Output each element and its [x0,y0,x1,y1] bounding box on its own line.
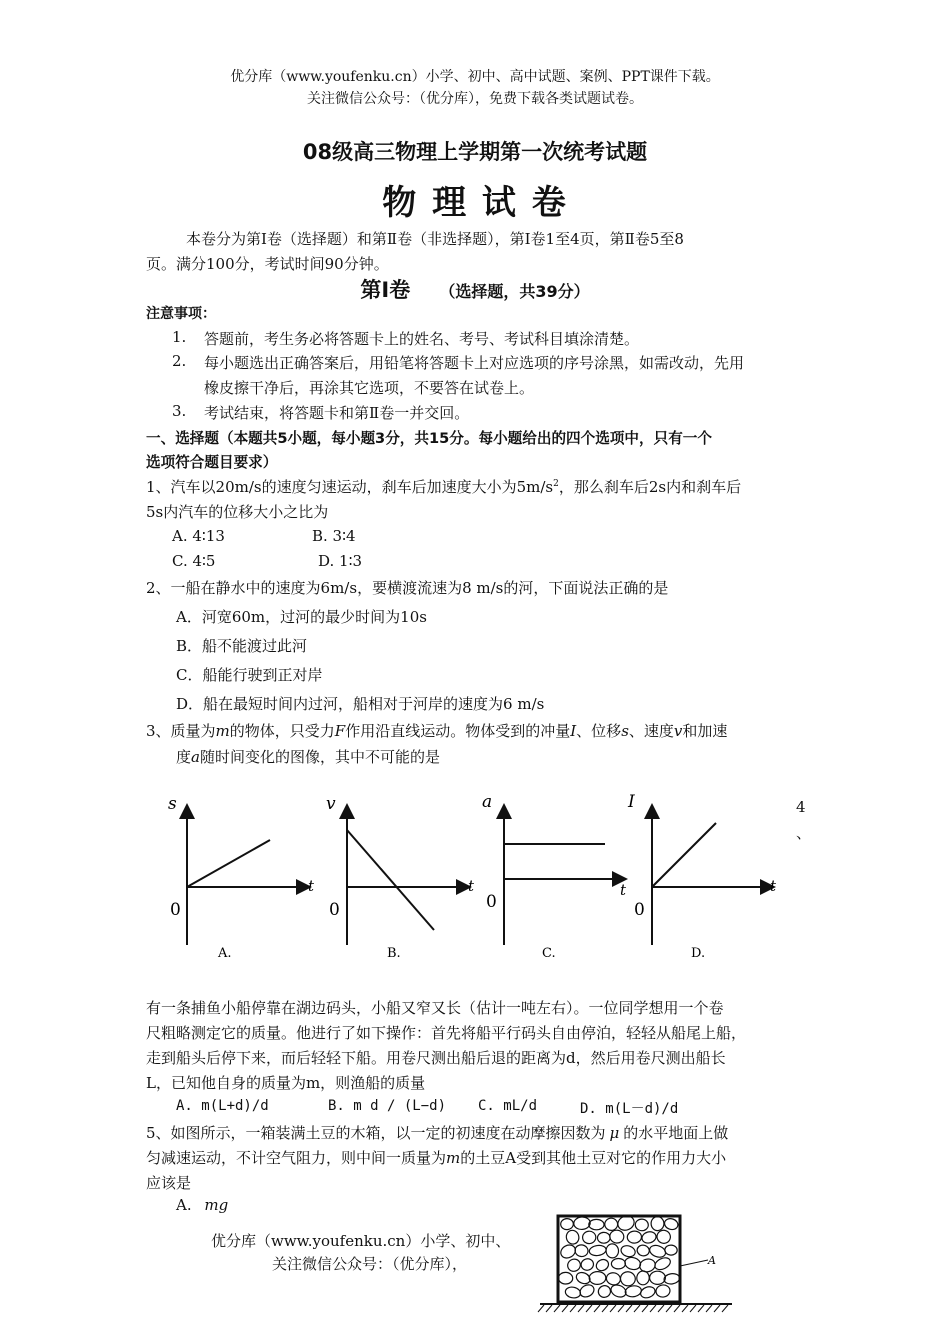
graph-b [347,807,468,945]
graph-b-ylabel: v [326,794,336,814]
graph-a-origin: 0 [170,900,181,920]
footer-line-1: 优分库（www.youfenku.cn）小学、初中、 [211,1232,511,1250]
note-2-num: 2. [172,352,187,370]
q2-stem: 2、一船在静水中的速度为6m/s，要横渡流速为8 m/s的河，下面说法正确的是 [146,579,669,597]
q4-option-c: C. mL/d [478,1098,538,1114]
q4-option-b: B. m d / (L−d) [328,1098,447,1114]
exam-title: 08级高三物理上学期第一次统考试题 [302,140,648,164]
q2-option-a: A．河宽60m，过河的最少时间为10s [176,608,427,626]
header-line-1: 优分库（www.youfenku.cn）小学、初中、高中试题、案例、PPT课件下载。 [230,69,720,85]
graph-b-line [347,830,434,930]
section1-subtitle: （选择题，共39分） [439,282,590,301]
notes-heading: 注意事项： [146,306,216,322]
intro-line-1: 本卷分为第Ⅰ卷（选择题）和第Ⅱ卷（非选择题），第Ⅰ卷1至4页，第Ⅱ卷5至8 [186,230,684,248]
section1-heading [0,274,950,304]
part1-heading-line-1: 一、选择题（本题共5小题，每小题3分，共15分。每小题给出的四个选项中，只有一个 [146,430,712,447]
q5-text: 的水平地面上做 [623,1124,729,1142]
q5-line-2 [146,1147,726,1168]
graph-a-ylabel: s [168,794,177,814]
graph-b-origin: 0 [329,900,340,920]
q5-mu: μ [609,1124,620,1142]
q5-option-a-value: mg [204,1196,229,1214]
q3-var-a: a [191,748,200,766]
q4-line-3: 走到船头后停下来，而后轻轻下船。用卷尺测出船后退的距离为d，然后用卷尺测出船长 [146,1049,726,1067]
q3-var-m: m [215,722,230,740]
paper-title: 物 理 试 卷 [382,183,568,223]
note-3-num: 3. [172,402,187,420]
part1-heading-line-2: 选项符合题目要求） [146,454,278,471]
q5-text: 的土豆A受到其他土豆对它的作用力大小 [460,1149,727,1167]
q3-var-v: v [673,722,683,740]
q3-text: 3、质量为 [146,722,216,740]
graph-a [187,807,308,945]
note-2-text: 每小题选出正确答案后，用铅笔将答题卡上对应选项的序号涂黑，如需改动，先用 [204,354,745,372]
note-3-text: 考试结束，将答题卡和第Ⅱ卷一并交回。 [204,404,470,422]
graph-c-origin: 0 [486,892,497,912]
potato-crate-figure [536,1210,736,1314]
graph-d-caption: D. [691,946,706,961]
q3-var-f: F [334,722,346,740]
q4-line-1: 有一条捕鱼小船停靠在湖边码头，小船又窄又长（估计一吨左右）。一位同学想用一个卷 [146,999,724,1017]
graph-c [504,807,624,945]
q1-option-a: A. 4∶13 [172,527,225,545]
note-1-num: 1. [172,328,187,346]
q3-graphs [150,785,790,970]
q5-text: 匀减速运动，不计空气阻力，则中间一质量为 [146,1149,447,1167]
graph-d-line [652,823,716,887]
q3-stem-line-1 [146,720,727,741]
q1-stem-a: 1、汽车以20m/s的速度匀速运动，刹车后加速度大小为5m/s [146,478,554,496]
q3-text: 度 [176,748,192,766]
q3-stem-line-2 [176,746,440,767]
header-line-2: 关注微信公众号：（优分库），免费下载各类试题试卷。 [307,91,643,107]
q3-text: 、速度 [628,722,674,740]
q2-option-b: B．船不能渡过此河 [176,637,308,655]
q5-option-a [176,1196,228,1214]
q5-option-a-label: A. [176,1196,192,1214]
q5-m: m [446,1149,461,1167]
q3-var-s: s [621,722,629,740]
q3-var-i: I [570,722,577,740]
q1-stem-line-1 [146,476,741,497]
q1-stem-b: ，那么刹车后2s内和刹车后 [558,478,742,496]
graph-b-xlabel: t [468,877,475,895]
graph-c-caption: C. [542,946,556,961]
footer-line-2: 关注微信公众号：（优分库）， [272,1255,468,1273]
q1-option-d: D. 1∶3 [318,552,363,570]
q4-option-a: A. m(L+d)/d [176,1098,269,1114]
graph-c-ylabel: a [482,792,493,812]
q1-option-c: C. 4∶5 [172,552,216,570]
q5-line-1 [146,1122,728,1143]
graph-d-ylabel: I [628,792,635,812]
q1-sup: 2 [553,479,559,489]
graph-a-xlabel: t [308,877,315,895]
graph-d-xlabel: t [770,877,777,895]
q3-text: 、位移 [576,722,622,740]
intro-line-2: 页。满分100分，考试时间90分钟。 [146,255,389,273]
q2-option-d: D．船在最短时间内过河，船相对于河岸的速度为6 m/s [176,695,545,713]
q4-option-d: D. m(L－d)/d [580,1101,679,1117]
label-a: A [708,1254,716,1267]
graph-d [652,807,772,945]
graph-c-xlabel: t [620,881,627,899]
q5-line-3: 应该是 [146,1174,192,1192]
graph-a-line [187,840,270,887]
q1-option-b: B. 3∶4 [312,527,356,545]
q3-text: 的物体，只受力 [229,722,335,740]
q3-text: 随时间变化的图像，其中不可能的是 [199,748,440,766]
q4-number-sep: 、 [796,824,812,842]
graph-b-caption: B. [387,946,401,961]
q4-number: 4 [796,798,806,816]
section1-title: 第Ⅰ卷 [360,278,411,302]
q2-option-c: C．船能行驶到正对岸 [176,666,323,684]
graph-d-origin: 0 [634,900,645,920]
q3-text: 作用沿直线运动。物体受到的冲量 [345,722,571,740]
note-2-cont: 橡皮擦干净后，再涂其它选项，不要答在试卷上。 [204,379,535,397]
q3-text: 和加速 [682,722,728,740]
note-1-text: 答题前，考生务必将答题卡上的姓名、考号、考试科目填涂清楚。 [204,330,640,348]
q4-line-4: L，已知他自身的质量为m，则渔船的质量 [146,1074,426,1092]
q1-stem-line-2: 5s内汽车的位移大小之比为 [146,503,329,521]
q4-line-2: 尺粗略测定它的质量。他进行了如下操作：首先将船平行码头自由停泊，轻轻从船尾上船， [146,1024,747,1042]
graph-a-caption: A. [218,946,232,961]
q5-text: 5、如图所示，一箱装满土豆的木箱，以一定的初速度在动摩擦因数为 [146,1124,606,1142]
